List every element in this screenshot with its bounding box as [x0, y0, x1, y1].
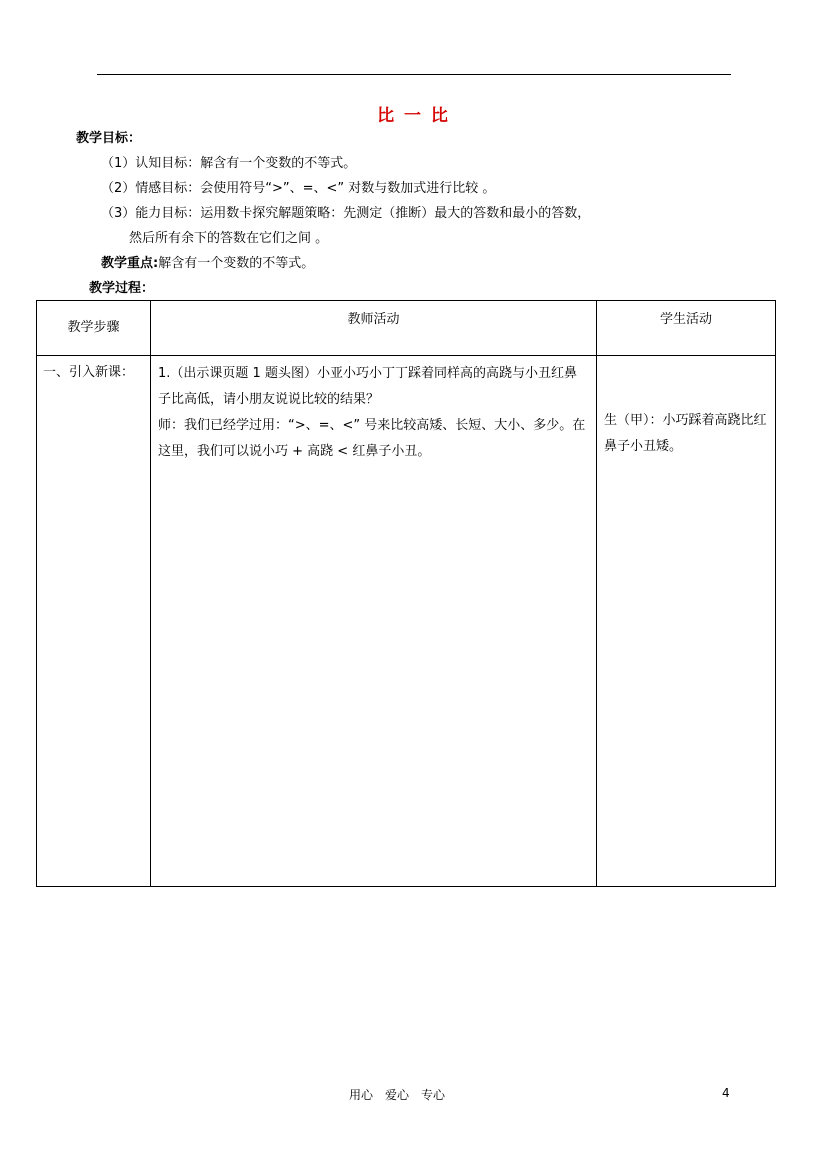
header-rule — [97, 74, 731, 75]
student-activity-cell: 生（甲）：小巧踩着高跷比红鼻子小丑矮。 — [597, 356, 776, 887]
objective-item-emotional: （2）情感目标：会使用符号“>”、=、<” 对数与数加式进行比较 。 — [101, 181, 496, 196]
key-point-text: 解含有一个变数的不等式。 — [158, 256, 315, 271]
key-point-label: 教学重点: — [101, 256, 159, 271]
step-cell: 一、引入新课： — [37, 356, 151, 887]
objective-item-cognitive: （1）认知目标：解含有一个变数的不等式。 — [101, 156, 357, 171]
header-step: 教学步骤 — [37, 301, 151, 356]
teaching-process-table — [36, 300, 776, 887]
objective-item-ability: （3）能力目标：运用数卡探究解题策略：先测定（推断）最大的答数和最小的答数， — [101, 206, 591, 221]
page-title: 比 一 比 — [377, 106, 450, 126]
teacher-activity-explanation: 师：我们已经学过用：“>、=、<” 号来比较高矮、长短、大小、多少。在这里，我们可以说小巧 + 高跷 < 红鼻子小丑。 — [158, 418, 586, 459]
objective-item-ability-continued: 然后所有余下的答数在它们之间 。 — [129, 231, 329, 246]
header-teacher-activity: 教师活动 — [151, 301, 597, 356]
teacher-activity-question: 1.（出示课页题 1 题头图）小亚小巧小丁丁踩着同样高的高跷与小丑红鼻子比高低，请小朋友说说比较的结果？ — [158, 366, 577, 407]
teacher-activity-cell — [151, 356, 597, 887]
process-heading: 教学过程： — [89, 281, 155, 296]
page-number: 4 — [722, 1086, 730, 1100]
table-row — [37, 356, 776, 887]
key-point — [101, 255, 314, 273]
objectives-heading: 教学目标： — [76, 131, 142, 146]
table-header-row — [37, 301, 776, 356]
footer-motto: 用心 爱心 专心 — [349, 1088, 446, 1102]
header-student-activity: 学生活动 — [597, 301, 776, 356]
